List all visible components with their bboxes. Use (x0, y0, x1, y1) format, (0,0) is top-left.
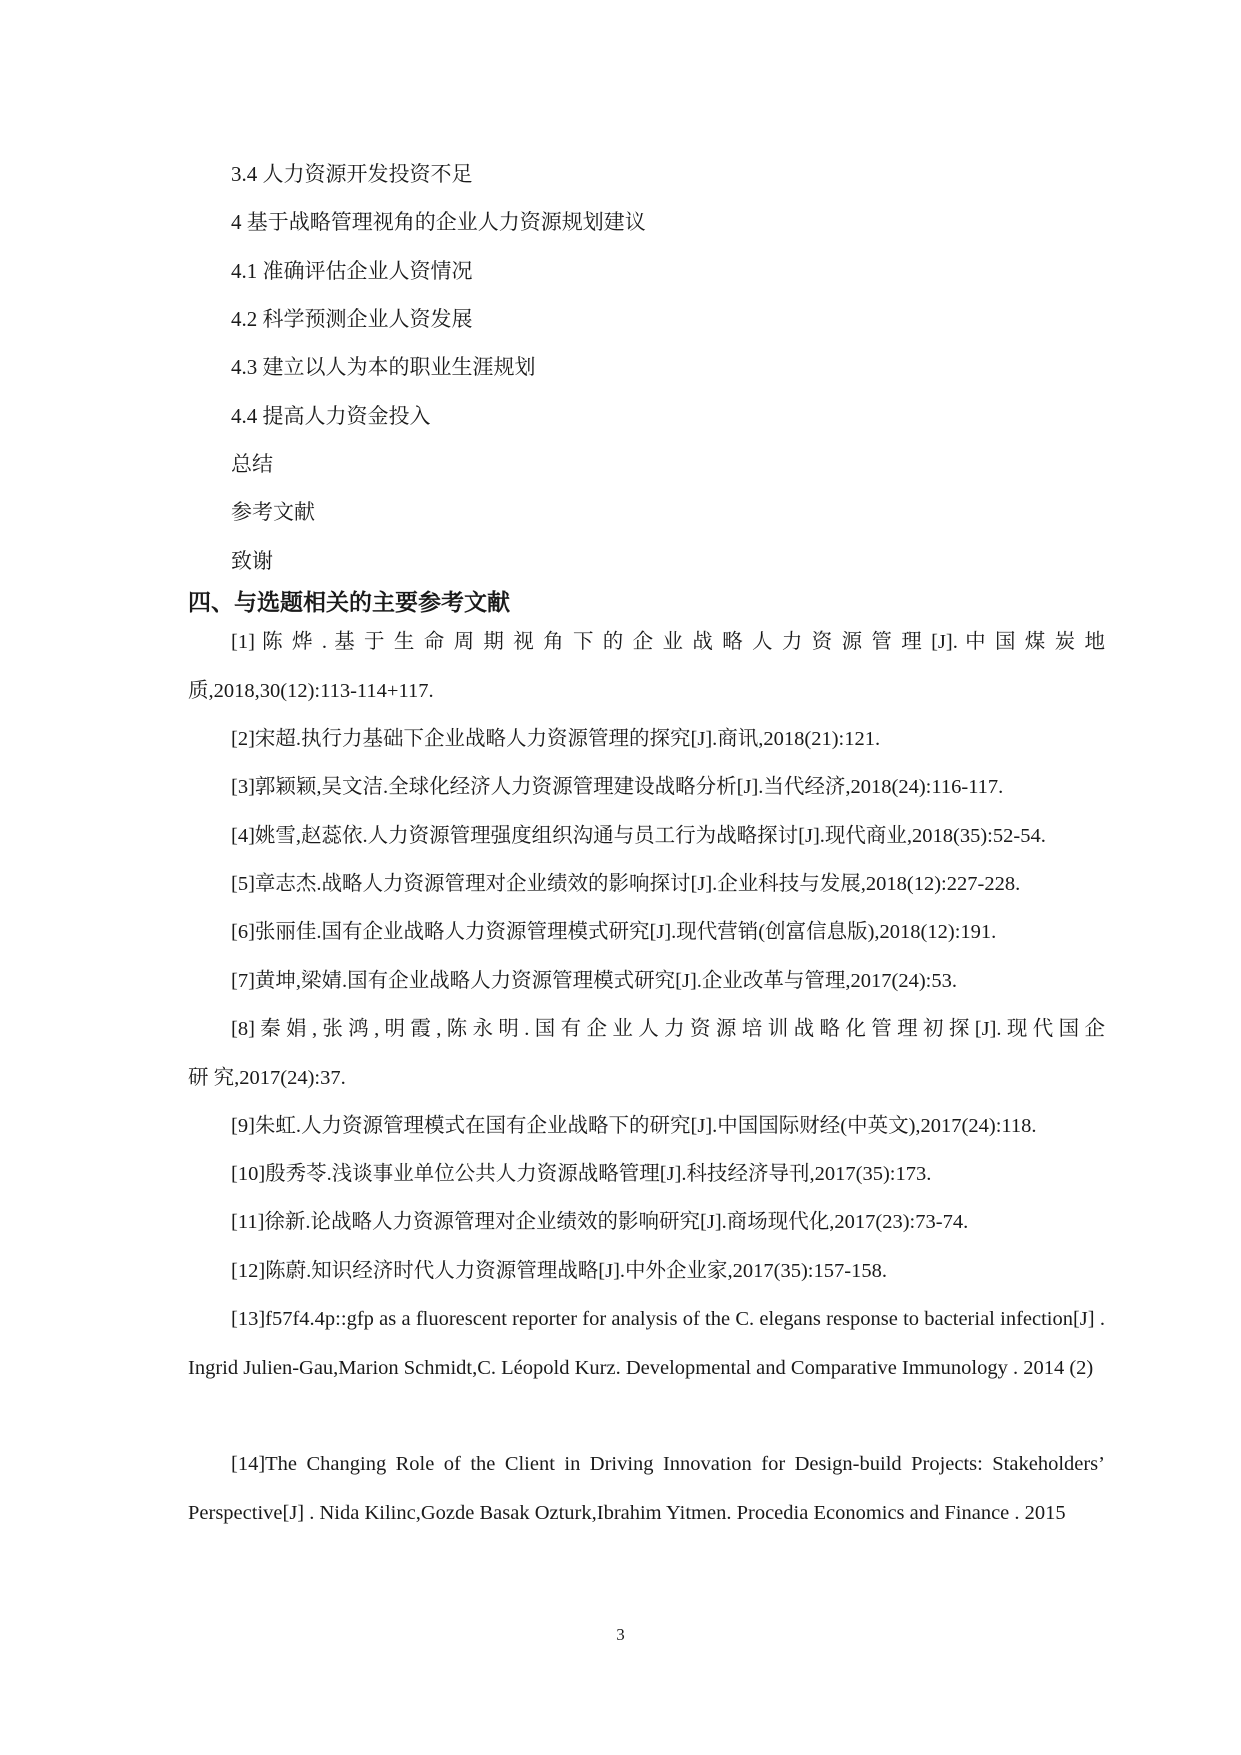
outline-item: 致谢 (231, 549, 273, 573)
reference-item: [8] 秦 娟 , 张 鸿 , 明 霞 , 陈 永 明 . 国 有 企 业 人 力 资 源 培 训 战 略 化 管 理 初 探 [J]. 现 代 国 企 研 究,2017(24):37. (188, 1018, 1105, 1089)
reference-item: [6]张丽佳.国有企业战略人力资源管理模式研究[J].现代营销(创富信息版),2018(12):191. (231, 921, 997, 943)
reference-item: [11]徐新.论战略人力资源管理对企业绩效的影响研究[J].商场现代化,2017(23):73-74. (231, 1211, 969, 1233)
reference-item: [12]陈蔚.知识经济时代人力资源管理战略[J].中外企业家,2017(35):157-158. (231, 1260, 887, 1282)
reference-item: [5]章志杰.战略人力资源管理对企业绩效的影响探讨[J].企业科技与发展,2018(12):227-228. (231, 873, 1021, 895)
reference-item: [4]姚雪,赵蕊依.人力资源管理强度组织沟通与员工行为战略探讨[J].现代商业,2018(35):52-54. (231, 825, 1046, 847)
outline-item: 4 基于战略管理视角的企业人力资源规划建议 (231, 210, 646, 234)
reference-item: [7]黄坤,梁婧.国有企业战略人力资源管理模式研究[J].企业改革与管理,2017(24):53. (231, 970, 958, 992)
outline-item: 4.2 科学预测企业人资发展 (231, 307, 473, 331)
section-heading: 四、与选题相关的主要参考文献 (188, 590, 510, 615)
outline-item: 总结 (231, 452, 273, 476)
outline-item: 4.3 建立以人为本的职业生涯规划 (231, 355, 536, 379)
reference-item: [9]朱虹.人力资源管理模式在国有企业战略下的研究[J].中国国际财经(中英文),2017(24):118. (231, 1115, 1037, 1137)
reference-item: [14]The Changing Role of the Client in Driving Innovation for Design-build Projects: Stakeholders’ Perspective[J] . Nida Kilinc,Gozde Basak Ozturk,Ibrahim Yitmen. Procedia Economics and Finance . 2015 (188, 1453, 1105, 1524)
outline-item: 4.4 提高人力资金投入 (231, 404, 431, 428)
outline-item: 4.1 准确评估企业人资情况 (231, 259, 473, 283)
reference-item: [2]宋超.执行力基础下企业战略人力资源管理的探究[J].商讯,2018(21):121. (231, 728, 881, 750)
reference-item: [3]郭颖颖,吴文洁.全球化经济人力资源管理建设战略分析[J].当代经济,2018(24):116-117. (231, 776, 1004, 798)
reference-item: [1] 陈 烨 . 基 于 生 命 周 期 视 角 下 的 企 业 战 略 人 力 资 源 管 理 [J]. 中 国 煤 炭 地 质,2018,30(12):113-114+117. (188, 631, 1105, 702)
reference-item: [10]殷秀苓.浅谈事业单位公共人力资源战略管理[J].科技经济导刊,2017(35):173. (231, 1163, 932, 1185)
outline-item: 参考文献 (231, 500, 315, 524)
outline-item: 3.4 人力资源开发投资不足 (231, 162, 473, 186)
reference-item: [13]f57f4.4p::gfp as a fluorescent reporter for analysis of the C. elegans response to bacterial infection[J] . Ingrid Julien-Gau,Marion Schmidt,C. Léopold Kurz. Developmental and Comparative Immunology . 2014 (2) (188, 1308, 1105, 1379)
page-number: 3 (616, 1625, 625, 1644)
